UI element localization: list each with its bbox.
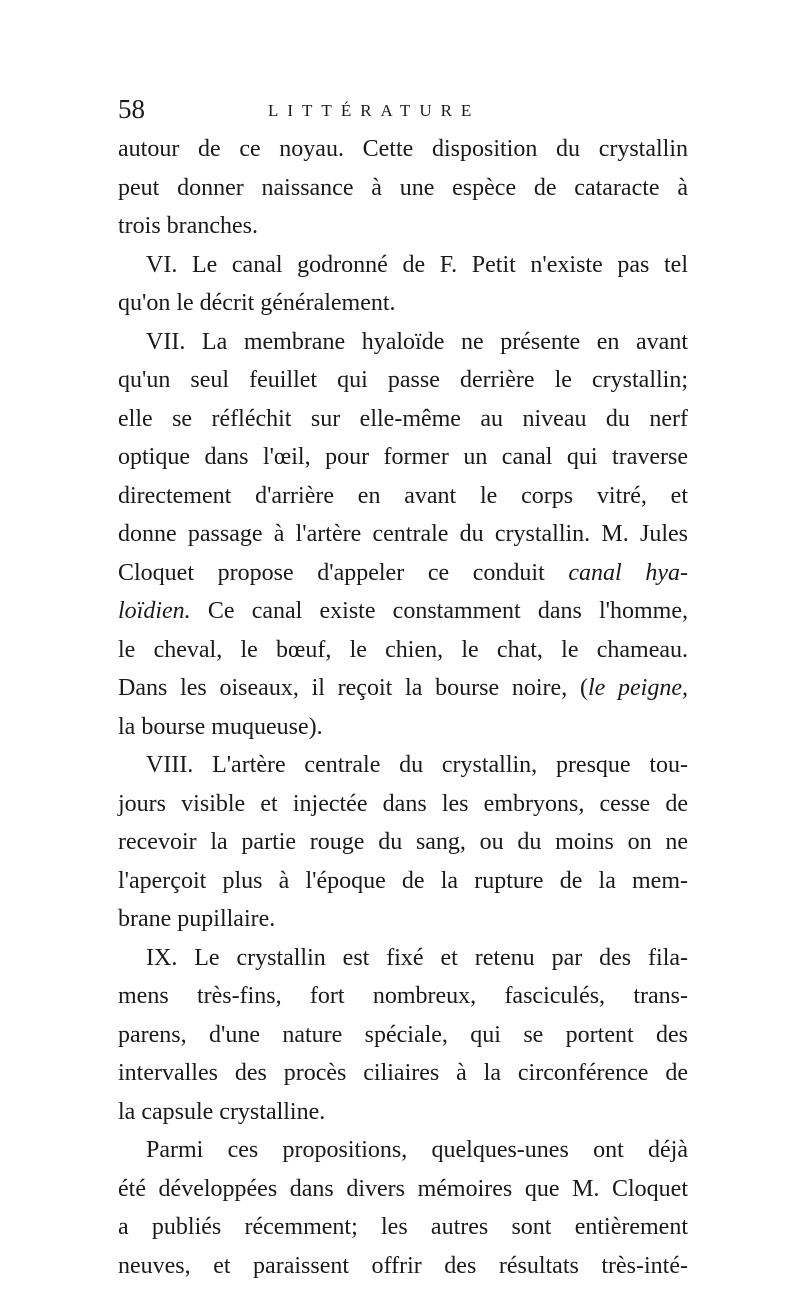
italic-text-segment: le peigne, [587, 675, 689, 701]
text-segment: jours visible et injectée dans les embryons, cesse de [118, 790, 688, 817]
text-segment: qu'on le décrit généralement. [118, 290, 396, 316]
text-segment: recevoir la partie rouge du sang, ou du moins on ne [118, 829, 688, 855]
text-line [118, 284, 688, 323]
text-segment: trois branches. [118, 213, 258, 239]
text-segment: neuves, et paraissent offrir des résultats très-inté- [118, 1252, 688, 1279]
text-segment: VIII. L'artère centrale du crystallin, presque tou- [146, 752, 688, 778]
text-line [118, 400, 688, 439]
text-segment: directement d'arrière en avant le corps vitré, et [118, 482, 688, 509]
text-line [118, 515, 688, 554]
text-segment: parens, d'une nature spéciale, qui se portent des [118, 1021, 688, 1048]
text-line [118, 1093, 688, 1132]
text-line [118, 592, 688, 631]
text-line [118, 1016, 688, 1055]
text-line [118, 708, 688, 747]
body-text [118, 130, 688, 1285]
text-segment: Dans les oiseaux, il reçoit la bourse noire, ( [118, 675, 588, 701]
text-line [118, 477, 688, 516]
text-segment: le cheval, le bœuf, le chien, le chat, le chameau. [118, 636, 688, 663]
text-line [118, 438, 688, 477]
text-line [118, 246, 688, 285]
text-line [118, 130, 688, 169]
text-line [118, 1170, 688, 1209]
text-segment: Parmi ces propositions, quelques-unes ont déjà [146, 1137, 688, 1163]
text-line [118, 939, 688, 978]
italic-text-segment: loïdien. [118, 598, 191, 624]
text-segment: mens très-fins, fort nombreux, fasciculés, trans- [118, 983, 688, 1009]
text-line [118, 785, 688, 824]
text-segment: IX. Le crystallin est fixé et retenu par des fila- [146, 944, 688, 971]
running-title: LITTÉRATURE [268, 101, 481, 120]
text-segment: été développées dans divers mémoires que M. Cloquet [118, 1175, 688, 1202]
text-segment: autour de ce noyau. Cette disposition du crystallin [118, 136, 688, 162]
text-line [118, 207, 688, 246]
text-segment: optique dans l'œil, pour former un canal qui traverse [118, 444, 688, 470]
text-segment: la bourse muqueuse). [118, 713, 323, 740]
text-line [118, 669, 688, 708]
text-segment: a publiés récemment; les autres sont entièrement [118, 1214, 688, 1240]
text-line [118, 323, 688, 362]
text-segment: brane pupillaire. [118, 906, 276, 932]
text-segment: Cloquet propose d'appeler ce conduit [118, 559, 569, 586]
text-line [118, 554, 688, 593]
page-number: 58 [118, 94, 145, 124]
text-line [118, 361, 688, 400]
text-line [118, 746, 688, 785]
page-header [118, 92, 678, 132]
text-line [118, 1054, 688, 1093]
text-line [118, 631, 688, 670]
text-segment: la capsule crystalline. [118, 1098, 326, 1125]
text-line [118, 1208, 688, 1247]
text-segment: VI. Le canal godronné de F. Petit n'existe pas tel [146, 251, 688, 278]
text-segment: l'aperçoit plus à l'époque de la rupture de la mem- [118, 867, 688, 894]
text-line [118, 1131, 688, 1170]
text-line [118, 977, 688, 1016]
text-segment: intervalles des procès ciliaires à la circonférence de [118, 1060, 688, 1086]
italic-text-segment: canal hya- [568, 559, 689, 586]
text-line [118, 169, 688, 208]
text-segment: peut donner naissance à une espèce de cataracte à [118, 174, 688, 201]
text-segment: elle se réfléchit sur elle-même au niveau du nerf [118, 405, 688, 432]
text-segment: VII. La membrane hyaloïde ne présente en avant [146, 328, 688, 355]
text-segment: Ce canal existe constamment dans l'homme, [190, 598, 688, 624]
text-line [118, 1247, 688, 1286]
text-line [118, 862, 688, 901]
text-segment: qu'un seul feuillet qui passe derrière le crystallin; [118, 367, 688, 393]
text-line [118, 900, 688, 939]
text-line [118, 823, 688, 862]
text-segment: donne passage à l'artère centrale du crystallin. M. Jules [118, 521, 688, 547]
